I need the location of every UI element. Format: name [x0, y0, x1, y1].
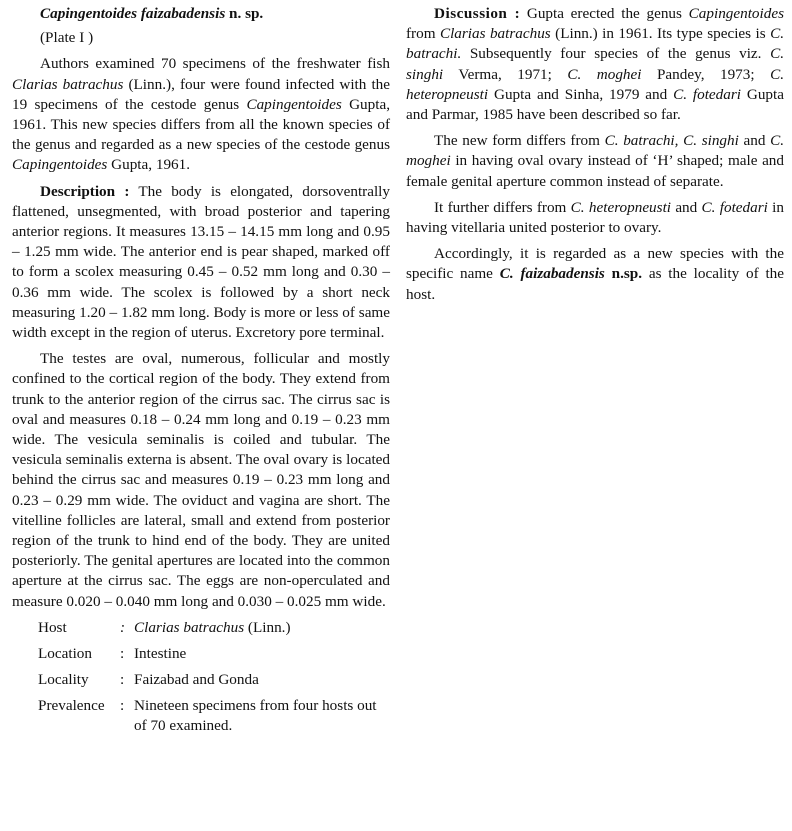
differs-paragraph-1: The new form differs from C. batrachi, C. singhi and C. moghei in having oval ovary instead of ‘H’ shaped; male and female genital aperture common instead of separate.: [406, 132, 785, 190]
location-row: Location : Intestine: [38, 644, 187, 662]
species-title: Capingentoides faizabadensis n. sp.: [40, 5, 264, 22]
conclusion-paragraph: Accordingly, it is regarded as a new species with the specific name C. faizabadensis n.sp. as the locality of the host.: [406, 245, 784, 303]
discussion-heading: Discussion :: [434, 5, 521, 22]
testes-paragraph: The testes are oval, numerous, follicular and mostly confined to the cortical region of the body. They extend from trunk to the anterior region of the cirrus sac. The cirrus sac is oval and measures 0.18 – 0.24 mm long and 0.19 – 0.23 mm wide. The vesicula seminalis is coiled and tubular. The vesicula seminalis externa is absent. The oval ovary is located behind the cirrus sac and measures 0.19 – 0.23 mm long and 0.23 – 0.29 mm wide. The oviduct and vagina are short. The vitelline follicles are lateral, small and extend from posterior region of the trunk to hind end of the body. They are united posteriorly. The genital apertures are located into the common aperture at the cirrus sac. The eggs are non-operculated and measure 0.020 – 0.040 mm long and 0.030 – 0.025 mm wide.: [12, 350, 390, 610]
locality-row: Locality : Faizabad and Gonda: [38, 670, 259, 688]
right-column: [406, 4, 784, 305]
discussion-paragraph: Discussion : Gupta erected the genus Capingentoides from Clarias batrachus (Linn.) in 1961. Its type species is C. batrachi. Subsequently four species of the genus viz. C. singhi Verma, 1971; C. moghei Pandey, 1973; C. heteropneusti Gupta and Sinha, 1979 and C. fotedari Gupta and Parmar, 1985 have been described so far.: [406, 5, 784, 124]
left-column: [12, 4, 390, 742]
intro-paragraph: Authors examined 70 specimens of the freshwater fish Clarias batrachus (Linn.), four were found infected with the 19 specimens of the cestode genus Capingentoides Gupta, 1961. This new species differs from all the known species of the genus and regarded as a new species of the cestode genus Capingentoides Gupta, 1961.: [12, 55, 390, 174]
differs-paragraph-2: It further differs from C. heteropneusti and C. fotedari in having vitellaria united posterior to ovary.: [406, 198, 784, 237]
prevalence-row: Prevalence : Nineteen specimens from four hosts out of 70 examined.: [38, 696, 377, 734]
description-heading: Description :: [40, 182, 130, 200]
description-paragraph: Description : The body is elongated, dorsoventrally flattened, unsegmented, with broad posterior and tapering anterior regions. It measures 13.15 – 14.15 mm long and 0.95 – 1.25 mm wide. The anterior end is pear shaped, marked off to form a scolex measuring 0.45 – 0.52 mm long and 0.30 – 0.36 mm wide. The scolex is followed by a short neck measuring 1.20 – 1.82 mm long. Body is more or less of same width except in the region of uterus. Excretory pore terminal.: [12, 182, 390, 342]
host-row: Host : Clarias batrachus (Linn.): [38, 618, 291, 636]
host-info-table: [38, 618, 384, 742]
plate-label: (Plate I ): [40, 29, 94, 47]
